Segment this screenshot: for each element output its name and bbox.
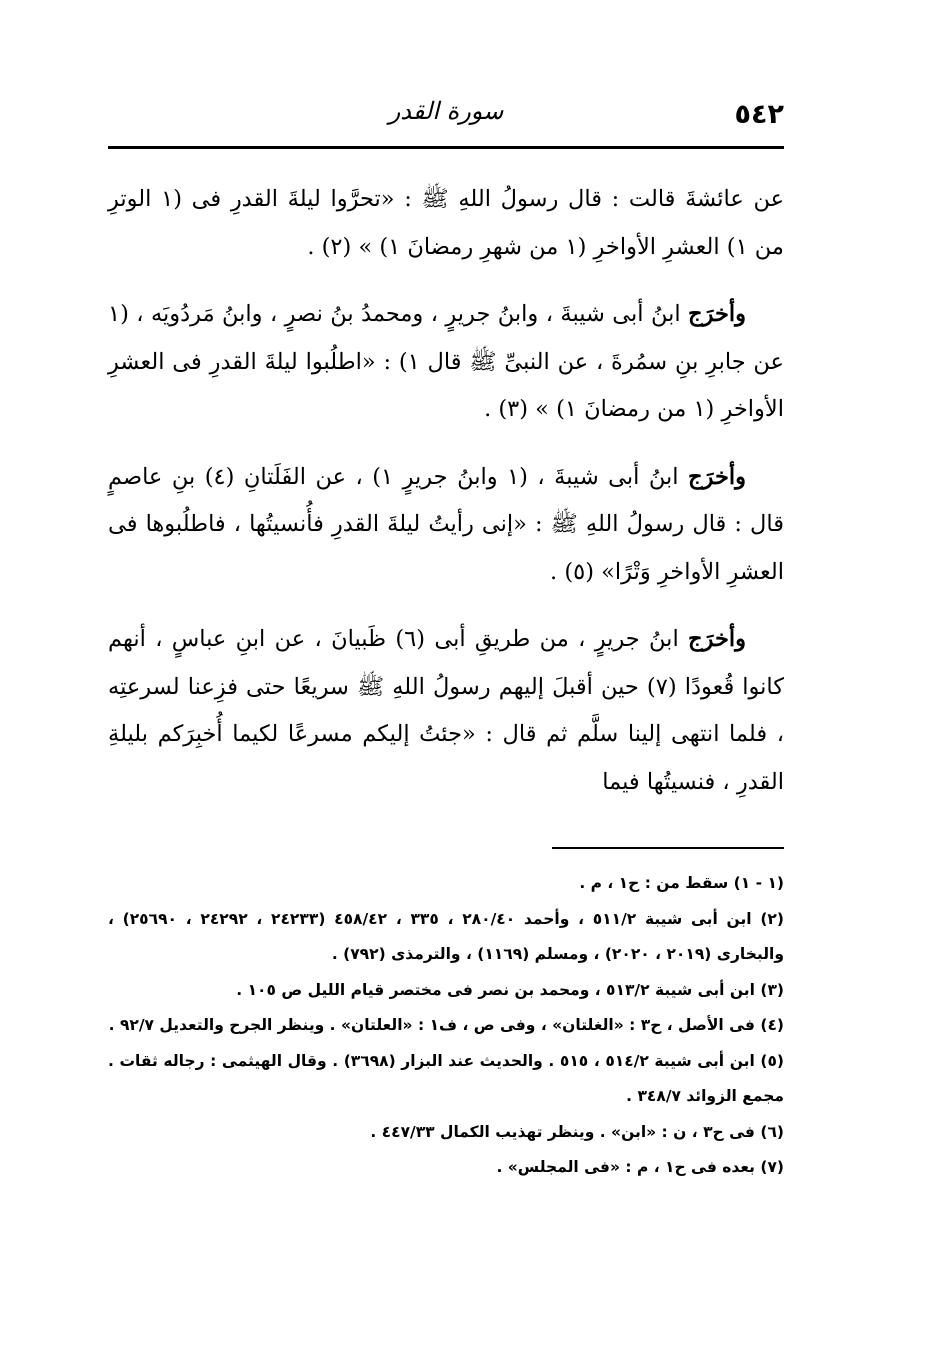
header-rule <box>108 146 784 149</box>
paragraph-3 <box>108 454 784 597</box>
footnote: (٥) ابن أبى شيبة ٥١٤/٢ ، ٥١٥ . والحديث عند البزار (٣٦٩٨) . وقال الهيثمى : رجاله ثقات . مجمع الزوائد ٣٤٨/٧ . <box>108 1051 784 1105</box>
footnote: (٢) ابن أبى شيبة ٥١١/٢ ، وأحمد ٢٨٠/٤٠ ، ٣٣٥ ، ٤٥٨/٤٢ (٢٤٢٣٣ ، ٢٤٢٩٢ ، ٢٥٦٩٠) ، والبخارى (٢٠١٩ ، ٢٠٢٠) ، ومسلم (١١٦٩) ، والترمذى (٧٩٢) . <box>108 909 784 963</box>
paragraph-1 <box>108 176 784 271</box>
paragraph-3-lead: وأخرَج <box>688 463 746 490</box>
paragraph-2-text: ابنُ أبى شيبةَ ، وابنُ جريرٍ ، ومحمدُ بنُ نصرٍ ، وابنُ مَردُويَه ، (١ عن جابرِ بنِ سمُرةَ ، عن النبىِّ ﷺ قال ١) : «اطلُبوا ليلةَ القدرِ فى العشرِ الأواخرِ (١ من رمضانَ ١) » (٣) . <box>108 301 784 422</box>
footnote: (٣) ابن أبى شيبة ٥١٣/٢ ، ومحمد بن نصر فى مختصر قيام الليل ص ١٠٥ . <box>236 980 784 999</box>
page-header <box>108 95 784 143</box>
footnote-rule <box>552 847 784 849</box>
footnotes <box>108 866 784 1186</box>
main-text <box>108 176 784 806</box>
footnote: (٧) بعده فى ح١ ، م : «فى المجلس» . <box>496 1158 784 1176</box>
page-number: ٥٤٢ <box>734 99 784 130</box>
running-title: سورة القدر <box>388 97 504 125</box>
footnote: (٦) فى ح٣ ، ن : «ابن» . وينظر تهذيب الكمال ٤٤٧/٣٣ . <box>370 1122 784 1141</box>
paragraph-4 <box>108 616 784 806</box>
paragraph-4-text: ابنُ جريرٍ ، من طريقِ أبى (٦) ظَبيانَ ، عن ابنِ عباسٍ ، أنهم كانوا قُعودًا (٧) حين أقبلَ إليهم رسولُ اللهِ ﷺ سريعًا حتى فزِعنا لسرعتِه ، فلما انتهى إلينا سلَّم ثم قال : «جئتُ إليكم مسرعًا لكيما أُخبِرَكم بليلةِ القدرِ ، فنسيتُها فيما <box>108 626 784 795</box>
paragraph-2-lead: وأخرَج <box>688 301 746 327</box>
footnote: (١ - ١) سقط من : ح١ ، م . <box>579 874 784 892</box>
paragraph-1-text: عن عائشةَ قالت : قال رسولُ اللهِ ﷺ : «تحرَّوا ليلةَ القدرِ فى (١ الوترِ من ١) العشرِ الأواخرِ (١ من شهرِ رمضانَ ١) » (٢) . <box>108 186 785 260</box>
paragraph-3-text: ابنُ أبى شيبةَ ، (١ وابنُ جريرٍ ١) ، عن الفَلَتانِ (٤) بنِ عاصمٍ قال : قال رسولُ اللهِ ﷺ : «إنى رأيتُ ليلةَ القدرِ فأُنسيتُها ، فاطلُبوها فى العشرِ الأواخرِ وَتْرًا» (٥) . <box>108 463 784 585</box>
footnote: (٤) فى الأصل ، ح٣ : «الغلتان» ، وفى ص ، ف١ : «العلتان» . وينظر الجرح والتعديل ٩٢/٧ . <box>108 1016 784 1034</box>
paragraph-2 <box>108 291 784 434</box>
paragraph-4-lead: وأخرَج <box>688 626 746 652</box>
